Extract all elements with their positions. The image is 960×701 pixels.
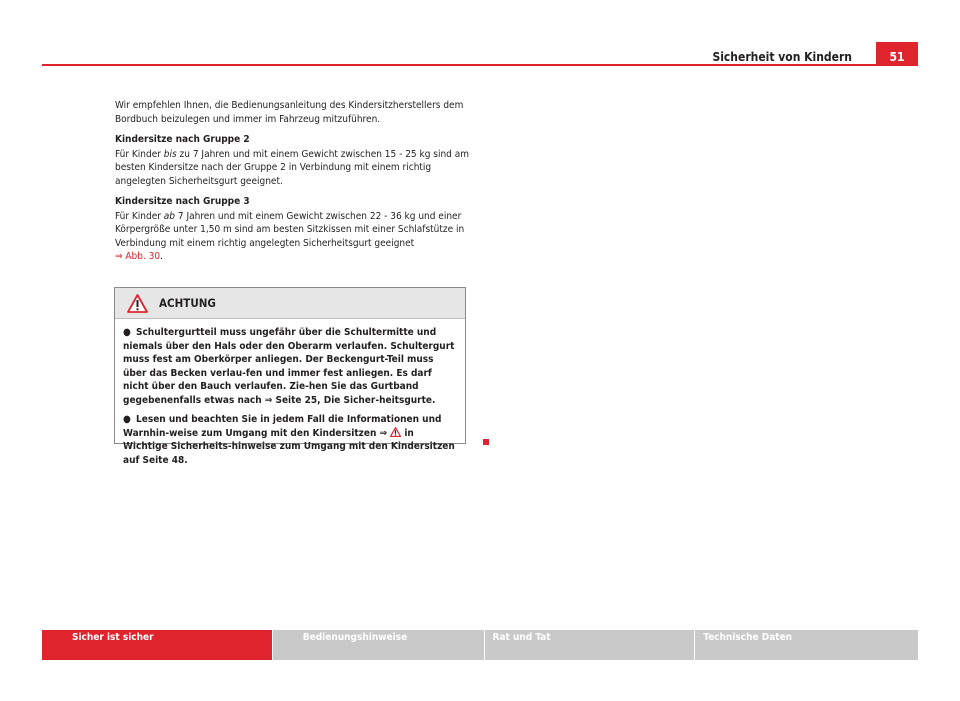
group3-text: Für Kinder [115, 210, 164, 222]
group2-paragraph [115, 148, 471, 189]
group3-tail: . [160, 251, 163, 262]
tab-technische-daten[interactable]: Technische Daten [695, 630, 918, 660]
warning-item-1-text: Schultergurtteil muss ungefähr über die Schultermitte und niemals über den Hals oder den Oberarm verlaufen. Schultergurt muss fest am Oberkörper anliegen. Der Beckengurt-Teil muss über das Becken verlau-fen und immer fest anliegen. Es darf nicht über den Bauch verlaufen. Zie-hen Sie das Gurtband gegebenenfalls etwas nach ⇒ Seite 25, Die Sicher-heitsgurte. [123, 327, 455, 406]
main-content [115, 99, 471, 270]
warning-item-1 [123, 326, 457, 407]
group2-emphasis: bis [163, 148, 177, 160]
header-rule [42, 64, 918, 66]
group2-text-rest: zu 7 Jahren und mit einem Gewicht zwischen 15 - 25 kg sind am besten Kindersitze nach der Gruppe 2 in Verbindung mit einem richtig angelegten Sicherheitsgurt geeignet. [115, 148, 470, 187]
warning-item-2-text: Lesen und beachten Sie in jedem Fall die Informationen und Warnhin-weise zum Umgang mit den Kindersitzen ⇒ [123, 414, 442, 439]
warning-item-2 [123, 413, 457, 467]
intro-paragraph: Wir empfehlen Ihnen, die Bedienungsanleitung des Kindersitzherstellers dem Bordbuch beizulegen und immer im Fahrzeug mitzuführen. [115, 100, 464, 125]
tab-sicher-ist-sicher[interactable]: Sicher ist sicher [42, 630, 272, 660]
warning-triangle-icon[interactable] [390, 427, 401, 437]
warning-box [114, 287, 466, 466]
warning-triangle-icon [127, 294, 148, 313]
group3-emphasis: ab [163, 210, 176, 222]
group3-paragraph [115, 210, 471, 264]
warning-title: ACHTUNG [159, 296, 216, 310]
figure-link[interactable]: ⇒ Abb. 30 [115, 251, 161, 262]
group3-text-rest: 7 Jahren und mit einem Gewicht zwischen 22 - 36 kg und einer Körpergröße unter 1,50 m sind am besten Sitzkissen mit einer Schlafstütze in Verbindung mit einem richtig angelegten Sicherheitsgurt geeignet [115, 210, 465, 249]
section-title: Sicherheit von Kindern [712, 50, 852, 64]
footer-tabs [42, 630, 918, 660]
tab-bedienungshinweise[interactable]: Bedienungshinweise [273, 630, 484, 660]
bullet: ● [123, 327, 131, 338]
section-end-marker [483, 439, 489, 445]
tab-rat-und-tat[interactable]: Rat und Tat [485, 630, 695, 660]
page-number: 51 [876, 42, 918, 66]
group2-text: Für Kinder [115, 148, 164, 160]
warning-item-2-text-rest: in Wichtige Sicherheits-hinweise zum Umgang mit den Kindersitzen auf Seite 48. [123, 427, 455, 466]
group3-heading: Kindersitze nach Gruppe 3 [115, 195, 250, 207]
group2-heading: Kindersitze nach Gruppe 2 [115, 133, 250, 145]
warning-body [115, 319, 465, 467]
warning-header [115, 288, 465, 319]
bullet: ● [123, 414, 131, 425]
